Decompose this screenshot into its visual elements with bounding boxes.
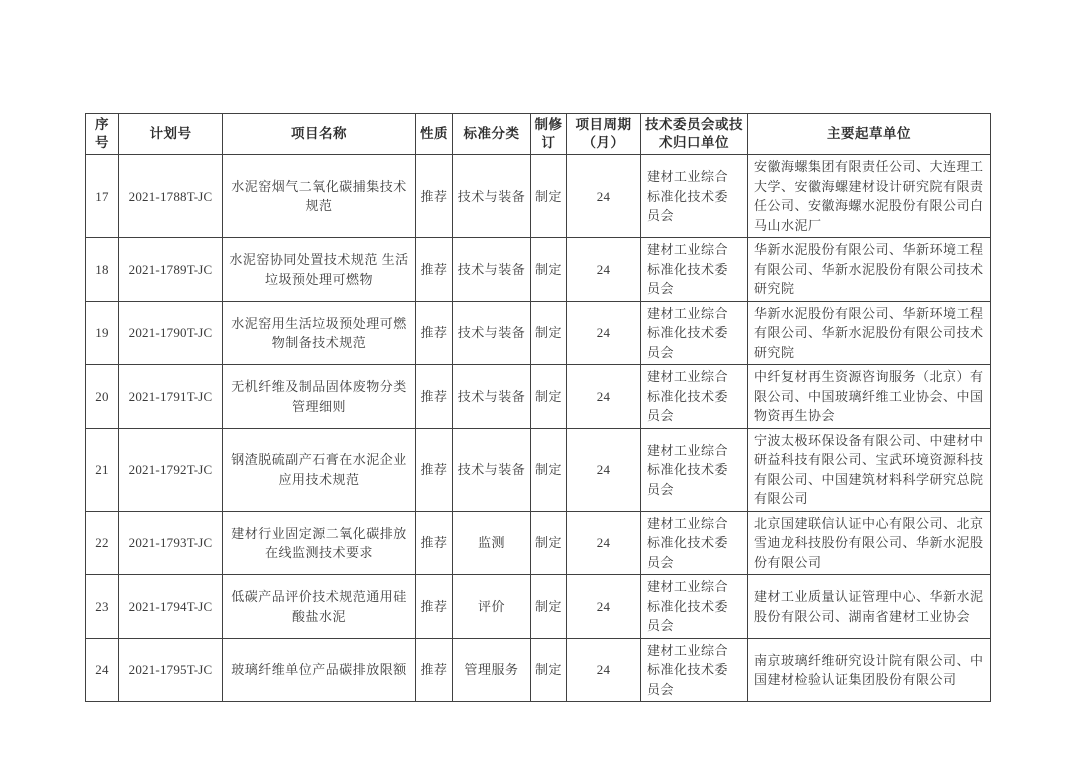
- cell-drafters: 中纤复材再生资源咨询服务（北京）有限公司、中国玻璃纤维工业协会、中国物资再生协会: [748, 365, 991, 429]
- cell-name: 玻璃纤维单位产品碳排放限额: [223, 638, 416, 702]
- cell-period: 24: [567, 638, 641, 702]
- cell-committee: 建材工业综合标准化技术委员会: [641, 365, 748, 429]
- cell-plan: 2021-1795T-JC: [119, 638, 223, 702]
- table-row: [86, 575, 991, 639]
- cell-nature: 推荐: [416, 511, 453, 575]
- cell-nature: 推荐: [416, 155, 453, 238]
- cell-action: 制定: [531, 365, 567, 429]
- column-header-no: 序号: [86, 114, 119, 155]
- table-row: [86, 238, 991, 302]
- cell-category: 管理服务: [453, 638, 531, 702]
- cell-category: 技术与装备: [453, 428, 531, 511]
- cell-plan: 2021-1790T-JC: [119, 301, 223, 365]
- cell-committee: 建材工业综合标准化技术委员会: [641, 428, 748, 511]
- column-header-drafters: 主要起草单位: [748, 114, 991, 155]
- cell-category: 技术与装备: [453, 238, 531, 302]
- cell-drafters: 华新水泥股份有限公司、华新环境工程有限公司、华新水泥股份有限公司技术研究院: [748, 301, 991, 365]
- cell-committee: 建材工业综合标准化技术委员会: [641, 511, 748, 575]
- cell-committee: 建材工业综合标准化技术委员会: [641, 638, 748, 702]
- table-header-row: [86, 114, 991, 155]
- cell-plan: 2021-1788T-JC: [119, 155, 223, 238]
- cell-period: 24: [567, 365, 641, 429]
- cell-name: 无机纤维及制品固体废物分类管理细则: [223, 365, 416, 429]
- cell-no: 24: [86, 638, 119, 702]
- cell-plan: 2021-1794T-JC: [119, 575, 223, 639]
- cell-category: 技术与装备: [453, 365, 531, 429]
- cell-drafters: 南京玻璃纤维研究设计院有限公司、中国建材检验认证集团股份有限公司: [748, 638, 991, 702]
- column-header-period: 项目周期（月）: [567, 114, 641, 155]
- cell-no: 17: [86, 155, 119, 238]
- cell-category: 评价: [453, 575, 531, 639]
- cell-plan: 2021-1789T-JC: [119, 238, 223, 302]
- cell-drafters: 建材工业质量认证管理中心、华新水泥股份有限公司、湖南省建材工业协会: [748, 575, 991, 639]
- table-row: [86, 155, 991, 238]
- table-row: [86, 638, 991, 702]
- cell-name: 水泥窑协同处置技术规范 生活垃圾预处理可燃物: [223, 238, 416, 302]
- cell-action: 制定: [531, 238, 567, 302]
- column-header-committee: 技术委员会或技术归口单位: [641, 114, 748, 155]
- table-row: [86, 511, 991, 575]
- cell-nature: 推荐: [416, 365, 453, 429]
- column-header-action: 制修订: [531, 114, 567, 155]
- cell-period: 24: [567, 301, 641, 365]
- cell-period: 24: [567, 575, 641, 639]
- cell-drafters: 华新水泥股份有限公司、华新环境工程有限公司、华新水泥股份有限公司技术研究院: [748, 238, 991, 302]
- cell-action: 制定: [531, 155, 567, 238]
- cell-committee: 建材工业综合标准化技术委员会: [641, 155, 748, 238]
- cell-committee: 建材工业综合标准化技术委员会: [641, 238, 748, 302]
- cell-name: 水泥窑用生活垃圾预处理可燃物制备技术规范: [223, 301, 416, 365]
- column-header-nature: 性质: [416, 114, 453, 155]
- cell-nature: 推荐: [416, 428, 453, 511]
- cell-plan: 2021-1791T-JC: [119, 365, 223, 429]
- column-header-plan: 计划号: [119, 114, 223, 155]
- table-body: [86, 155, 991, 702]
- cell-category: 技术与装备: [453, 301, 531, 365]
- cell-period: 24: [567, 511, 641, 575]
- cell-committee: 建材工业综合标准化技术委员会: [641, 575, 748, 639]
- cell-name: 钢渣脱硫副产石膏在水泥企业应用技术规范: [223, 428, 416, 511]
- cell-no: 18: [86, 238, 119, 302]
- table-row: [86, 365, 991, 429]
- cell-nature: 推荐: [416, 238, 453, 302]
- cell-period: 24: [567, 428, 641, 511]
- cell-category: 技术与装备: [453, 155, 531, 238]
- cell-no: 20: [86, 365, 119, 429]
- table-row: [86, 301, 991, 365]
- cell-plan: 2021-1793T-JC: [119, 511, 223, 575]
- cell-nature: 推荐: [416, 301, 453, 365]
- cell-name: 低碳产品评价技术规范通用硅酸盐水泥: [223, 575, 416, 639]
- cell-nature: 推荐: [416, 638, 453, 702]
- cell-action: 制定: [531, 575, 567, 639]
- cell-name: 水泥窑烟气二氧化碳捕集技术规范: [223, 155, 416, 238]
- cell-no: 23: [86, 575, 119, 639]
- cell-drafters: 安徽海螺集团有限责任公司、大连理工大学、安徽海螺建材设计研究院有限责任公司、安徽海螺水泥股份有限公司白马山水泥厂: [748, 155, 991, 238]
- cell-plan: 2021-1792T-JC: [119, 428, 223, 511]
- cell-action: 制定: [531, 511, 567, 575]
- cell-no: 21: [86, 428, 119, 511]
- cell-no: 19: [86, 301, 119, 365]
- cell-nature: 推荐: [416, 575, 453, 639]
- cell-no: 22: [86, 511, 119, 575]
- cell-period: 24: [567, 238, 641, 302]
- column-header-name: 项目名称: [223, 114, 416, 155]
- cell-period: 24: [567, 155, 641, 238]
- cell-committee: 建材工业综合标准化技术委员会: [641, 301, 748, 365]
- cell-name: 建材行业固定源二氧化碳排放在线监测技术要求: [223, 511, 416, 575]
- cell-drafters: 北京国建联信认证中心有限公司、北京雪迪龙科技股份有限公司、华新水泥股份有限公司: [748, 511, 991, 575]
- standards-plan-table: [85, 113, 991, 702]
- cell-action: 制定: [531, 638, 567, 702]
- table-row: [86, 428, 991, 511]
- cell-drafters: 宁波太极环保设备有限公司、中建材中研益科技有限公司、宝武环境资源科技有限公司、中国建筑材料科学研究总院有限公司: [748, 428, 991, 511]
- column-header-category: 标准分类: [453, 114, 531, 155]
- cell-action: 制定: [531, 301, 567, 365]
- cell-action: 制定: [531, 428, 567, 511]
- cell-category: 监测: [453, 511, 531, 575]
